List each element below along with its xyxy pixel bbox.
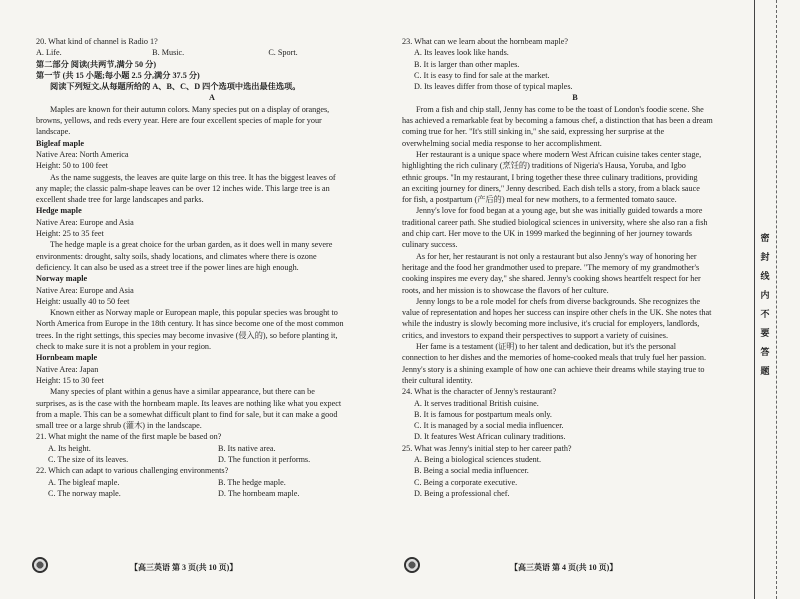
- binding-dashed-line: [776, 0, 777, 599]
- binding-char: 封: [760, 253, 770, 263]
- text-line: value of representation and hopes her success can inspire other chefs in the UK. She notes that: [402, 308, 712, 318]
- text-line: traditional career path. She studied biological sciences in university, where she also ran a fish: [402, 217, 708, 227]
- text-line: B. Being a social media influencer.: [414, 466, 529, 476]
- text-line: 第二部分 阅读(共两节,满分 50 分): [36, 59, 157, 69]
- text-line: 21. What might the name of the first maple be based on?: [36, 432, 222, 442]
- text-line: A. It serves traditional British cuisine.: [414, 398, 539, 408]
- text-line: deficiency. It can also be used as a street tree if the power lines are high enough.: [36, 262, 299, 272]
- text-line: Height: 50 to 100 feet: [36, 161, 108, 171]
- stamp-seal-icon: [32, 557, 48, 573]
- text-line: D. Being a professional chef.: [414, 488, 510, 498]
- text-line: cooking inspires me every day," she shared. Jenny's cooking shows heartfelt respect for her: [402, 274, 701, 284]
- binding-char: 内: [760, 291, 770, 301]
- text-line: browns, yellows, and reds every year. Here are four excellent species of maple for your: [36, 116, 322, 126]
- text-line: has achieved a remarkable feat by becoming a famous chef, a distinction that has been a dream: [402, 116, 713, 126]
- text-line: coming true for her. "It's still sinking in," she said, expressing her surprise at the: [402, 127, 665, 137]
- text-line: Native Area: North America: [36, 149, 129, 159]
- left-column: [36, 36, 388, 499]
- text-line: A: [209, 93, 215, 103]
- page-footer-left: 【高三英语 第 3 页(共 10 页)】: [130, 563, 238, 572]
- text-line: Hedge maple: [36, 206, 82, 216]
- text-line: connection to her dishes and the memories of home-cooked meals that truly fuel her passion.: [402, 353, 706, 363]
- text-line: heritage and the food her grandmother used to prepare. "The memory of my grandmother's: [402, 262, 700, 272]
- answer-option: B. The hedge maple.: [218, 477, 286, 487]
- answer-option: A. Life.: [36, 48, 62, 58]
- binding-margin: [748, 0, 800, 599]
- binding-char: 密: [760, 234, 770, 244]
- text-line: 22. Which can adapt to various challenging environments?: [36, 466, 229, 476]
- binding-char: 要: [760, 329, 770, 339]
- text-line: North America from Europe in the 18th century. It has since become one of the most common: [36, 319, 344, 329]
- answer-option: D. The hornbeam maple.: [218, 488, 300, 498]
- text-line: 25. What was Jenny's initial step to her career path?: [402, 443, 572, 453]
- text-line: Native Area: Europe and Asia: [36, 217, 134, 227]
- text-line: Norway maple: [36, 274, 88, 284]
- text-line: from a maple. This can be a somewhat difficult plant to find for sale, but it can make a good: [36, 409, 338, 419]
- text-line: A. Being a biological sciences student.: [414, 454, 542, 464]
- right-column: [402, 36, 748, 499]
- answer-options-row: [36, 477, 388, 488]
- text-line: D. It features West African culinary traditions.: [414, 432, 566, 442]
- binding-char: 线: [760, 272, 770, 282]
- answer-option: B. Music.: [152, 48, 185, 58]
- text-line: From a fish and chip stall, Jenny has come to be the toast of London's foodie scene. She: [416, 104, 704, 114]
- text-line: 23. What can we learn about the hornbeam maple?: [402, 37, 569, 46]
- text-line: B: [572, 93, 578, 103]
- answer-option: A. Its height.: [48, 443, 91, 453]
- text-line: 24. What is the character of Jenny's restaurant?: [402, 387, 557, 397]
- stamp-seal-icon: [404, 557, 420, 573]
- answer-option: D. The function it performs.: [218, 454, 311, 464]
- answer-options-row: [36, 488, 388, 499]
- page-footer-right: 【高三英语 第 4 页(共 10 页)】: [510, 563, 618, 572]
- text-line: Jenny longs to be a role model for chefs from diverse backgrounds. She recognizes the: [416, 296, 700, 306]
- binding-line: [754, 0, 755, 599]
- text-line: A. Its leaves look like hands.: [414, 48, 509, 58]
- text-line: excellent shade tree for large landscapes and parks.: [36, 195, 204, 205]
- text-line: Native Area: Japan: [36, 364, 99, 374]
- text-line: Bigleaf maple: [36, 138, 84, 148]
- binding-char: 题: [760, 367, 770, 377]
- answer-options-row: [36, 454, 388, 465]
- text-line: C. It is managed by a social media influencer.: [414, 421, 564, 431]
- text-line: any maple; the classic palm-shape leaves can be over 12 inches wide. This large tree is an: [36, 183, 330, 193]
- text-line: critics, and investors to expand their perspectives to support a variety of cuisines.: [402, 330, 669, 340]
- text-line: Her restaurant is a unique space where modern West African cuisine takes center stage,: [416, 149, 702, 159]
- answer-option: B. Its native area.: [218, 443, 276, 453]
- binding-char: 不: [760, 310, 770, 320]
- text-line: D. Its leaves differ from those of typical maples.: [414, 82, 573, 92]
- text-line: small tree or a large shrub (灌木) in the landscape.: [36, 421, 202, 431]
- text-line: Height: 15 to 30 feet: [36, 375, 104, 385]
- answer-option: A. The bigleaf maple.: [48, 477, 120, 487]
- text-line: B. It is famous for postpartum meals only.: [414, 409, 552, 419]
- text-line: Native Area: Europe and Asia: [36, 285, 134, 295]
- text-line: Hornbeam maple: [36, 353, 98, 363]
- text-line: Jenny's story is a shining example of how one can achieve their dreams while staying true to: [402, 364, 705, 374]
- text-line: 20. What kind of channel is Radio 1?: [36, 37, 158, 46]
- text-line: trees. In the right settings, this species may become invasive (侵入的), so before planting it,: [36, 330, 338, 340]
- text-line: The hedge maple is a great choice for the urban garden, as it does well in many severe: [50, 240, 333, 250]
- text-line: while the industry is slowly becoming more inclusive, it's crucial for employers, landlords,: [402, 319, 700, 329]
- text-line: landscape.: [36, 127, 71, 137]
- text-line: Height: usually 40 to 50 feet: [36, 296, 130, 306]
- text-line: Her fame is a testament (证明) to her talent and dedication, but it's the personal: [416, 342, 676, 352]
- text-line: As the name suggests, the leaves are quite large on this tree. It has the biggest leaves of: [50, 172, 336, 182]
- answer-option: C. The norway maple.: [48, 488, 121, 498]
- text-line: B. It is larger than other maples.: [414, 59, 520, 69]
- text-line: an exciting journey for diners," Jenny described. Each dish tells a story, from a black sauce: [402, 183, 700, 193]
- answer-option: C. Sport.: [268, 48, 298, 58]
- text-line: highlighting the rich culinary (烹饪的) traditions of Nigeria's Hausa, Yoruba, and Igbo: [402, 161, 686, 171]
- text-line: for fish, a postpartum (产后的) meal for new mothers, to a fermented tomato sauce.: [402, 195, 677, 205]
- text-line: environments: drought, salty soils, shady locations, and climates where there is ozone: [36, 251, 317, 261]
- text-line: Height: 25 to 35 feet: [36, 229, 104, 239]
- binding-notice: [759, 230, 771, 382]
- text-line: As for her, her restaurant is not only a restaurant but also Jenny's way of honoring her: [416, 251, 697, 261]
- text-line: surprises, as is the case with the hornbeam maple. Its leaves are nothing like what you expect: [36, 398, 342, 408]
- text-line: C. It is easy to find for sale at the market.: [414, 70, 550, 80]
- answer-option: C. The size of its leaves.: [48, 454, 129, 464]
- text-line: Maples are known for their autumn colors. Many species put on a display of oranges,: [50, 104, 330, 114]
- binding-char: 答: [760, 348, 770, 358]
- text-line: Jenny's love for food began at a young age, but she was initially guided towards a more: [416, 206, 703, 216]
- text-line: roots, and her mission is to showcase the flavors of her culture.: [402, 285, 609, 295]
- text-line: Many species of plant within a genus have a similar appearance, but there can be: [50, 387, 315, 397]
- text-line: check to make sure it is not a problem in your region.: [36, 342, 212, 352]
- text-line: 阅读下列短文,从每题所给的 A、B、C、D 四个选项中选出最佳选项。: [50, 82, 301, 92]
- answer-options-row: [36, 443, 388, 454]
- text-line: their cultural identity.: [402, 375, 473, 385]
- text-line: Known either as Norway maple or European maple, this popular species was brought to: [50, 308, 338, 318]
- text-line: ethnic groups. "In my restaurant, I bring together these three culinary traditions, providing: [402, 172, 698, 182]
- text-line: 第一节 (共 15 小题;每小题 2.5 分,满分 37.5 分): [36, 70, 200, 80]
- text-line: overwhelming social media response to her accomplishment.: [402, 138, 602, 148]
- text-line: C. Being a corporate executive.: [414, 477, 518, 487]
- text-line: culinary success.: [402, 240, 458, 250]
- text-line: and chip cart. Her move to the UK in 1999 marked the beginning of her journey towards: [402, 229, 692, 239]
- answer-options-row: [36, 47, 388, 58]
